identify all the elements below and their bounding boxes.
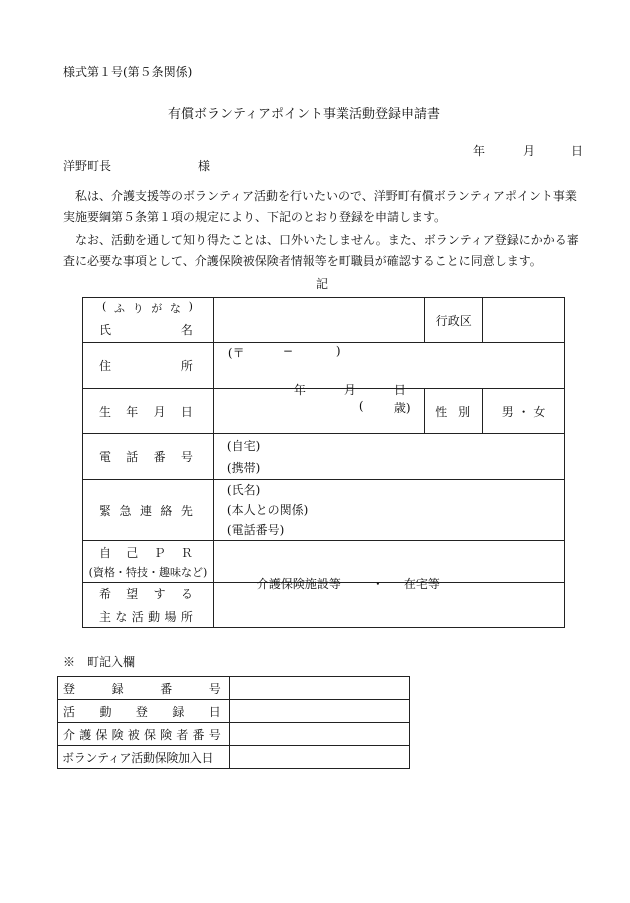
wish-label-char: 主 — [99, 610, 112, 624]
wish-label-char: る — [180, 587, 193, 601]
label-char: 護 — [79, 727, 92, 742]
pr-label-cell — [83, 541, 214, 583]
label-char: 介 — [63, 727, 76, 742]
place-separator: ・ — [371, 577, 384, 591]
ward-label: 行政区 — [425, 298, 483, 343]
wish-label-char: 動 — [148, 610, 161, 624]
wish-label-char: 希 — [99, 587, 112, 601]
pr-label-char: 己 — [126, 545, 139, 560]
emergency-label-char: 絡 — [160, 503, 173, 518]
emergency-label-char: 先 — [180, 503, 193, 518]
page-title: 有償ボランティアポイント事業活動登録申請書 — [168, 107, 440, 122]
label-char: 険 — [111, 727, 124, 742]
ward-field[interactable] — [483, 298, 565, 343]
birth-label — [83, 403, 213, 420]
sex-options[interactable]: 男 ・ 女 — [483, 389, 565, 434]
wish-label-char: 所 — [180, 610, 193, 624]
pr-sub-label: (資格・特技・趣味など) — [88, 565, 208, 579]
pr-label — [83, 544, 213, 561]
pr-label-char: 自 — [99, 545, 112, 560]
emergency-relation-label: (本人との関係) — [226, 503, 309, 517]
name-field[interactable] — [213, 298, 424, 343]
label-char: 登 — [135, 704, 148, 719]
wish-label-2 — [83, 602, 213, 625]
registration-number-text — [58, 680, 229, 697]
activity-place-field — [213, 577, 564, 628]
address-label-char: 所 — [180, 359, 193, 373]
town-section-heading: ※ 町記入欄 — [63, 655, 136, 669]
furigana-label — [83, 300, 213, 316]
label-char: 録 — [111, 681, 124, 696]
label-char: 保 — [143, 727, 156, 742]
birth-label-char: 日 — [180, 404, 193, 419]
postal-dash: − — [282, 344, 293, 358]
address-field[interactable] — [213, 343, 564, 389]
label-char: 号 — [208, 727, 221, 742]
birth-label-cell — [83, 389, 214, 434]
emergency-field[interactable] — [213, 480, 564, 541]
insured-number-text — [58, 726, 229, 743]
birth-field[interactable] — [213, 383, 424, 434]
paragraph-1-line-1: 私は、介護支援等のボランティア活動を行いたいので、洋野町有償ボランティアポイント事業 — [75, 189, 577, 203]
addressee-name: 洋野町長 — [63, 159, 112, 173]
date-year: 年 — [473, 144, 486, 158]
paragraph-2-line-1: なお、活動を通して知り得たことは、口外いたしません。また、ボランティア登録にかかる審 — [75, 233, 579, 247]
wish-label-1 — [83, 585, 213, 602]
paragraph-2-line-2: 査に必要な事項として、介護保険被保険者情報等を町職員が確認することに同意します。 — [63, 254, 542, 268]
sex-label — [425, 403, 482, 420]
label-char: 活 — [63, 704, 76, 719]
label-char: 号 — [208, 681, 221, 696]
date-day: 日 — [571, 144, 584, 158]
furigana-char: り — [132, 302, 144, 315]
phone-label-char: 電 — [99, 450, 112, 464]
emergency-label — [83, 502, 213, 519]
label-char: 日 — [208, 704, 221, 719]
registration-number-field[interactable] — [229, 677, 409, 700]
registration-number-label — [58, 677, 230, 700]
birth-month-unit: 月 — [343, 383, 356, 397]
ki-label: 記 — [316, 277, 329, 291]
sex-label-char: 性 — [435, 404, 448, 419]
wish-label-char: 望 — [126, 587, 139, 601]
furigana-char: ふ — [113, 302, 125, 315]
wish-label-cell — [83, 583, 214, 628]
pr-label-char: Ｒ — [180, 545, 193, 560]
name-label-cell — [83, 298, 214, 343]
label-char: 被 — [127, 727, 140, 742]
phone-field[interactable] — [213, 434, 564, 480]
phone-label-cell — [83, 434, 214, 480]
label-char: 保 — [95, 727, 108, 742]
birth-year-unit: 年 — [293, 383, 306, 397]
wish-label-char: 場 — [164, 610, 177, 624]
address-label — [83, 357, 213, 374]
name-label — [83, 316, 213, 338]
emergency-label-char: 連 — [139, 503, 152, 518]
place-option-home[interactable]: 在宅等 — [403, 577, 440, 591]
furigana-char: ) — [188, 300, 193, 313]
insurance-join-date-text: ボランティア活動保険加入日 — [62, 750, 214, 765]
activity-registration-date-label — [58, 700, 230, 723]
place-option-facility[interactable]: 介護保険施設等 — [256, 577, 341, 591]
label-char: 者 — [176, 727, 189, 742]
phone-home-label: (自宅) — [226, 438, 261, 453]
label-char: 動 — [99, 704, 112, 719]
label-char: 登 — [63, 681, 76, 696]
activity-registration-date-text — [58, 703, 229, 720]
furigana-char: ( — [102, 300, 107, 313]
phone-mobile-label: (携帯) — [226, 460, 261, 475]
phone-label — [83, 448, 213, 465]
sex-label-char: 別 — [458, 404, 471, 419]
form-number: 様式第１号(第５条関係) — [63, 65, 193, 79]
emergency-phone-label: (電話番号) — [226, 523, 285, 537]
address-label-cell — [83, 343, 214, 389]
furigana-char: が — [151, 302, 163, 315]
addressee-honorific: 様 — [198, 159, 211, 173]
phone-label-char: 話 — [126, 450, 139, 464]
application-table — [82, 297, 565, 628]
wish-label-char: な — [115, 610, 128, 624]
label-char: 録 — [172, 704, 185, 719]
label-char: 番 — [160, 681, 173, 696]
paragraph-1 — [63, 186, 588, 228]
paragraph-1-line-2: 実施要綱第５条第１項の規定により、下記のとおり登録を申請します。 — [63, 210, 447, 224]
activity-registration-date-field[interactable] — [229, 700, 409, 723]
postal-open: (〒 — [227, 346, 245, 360]
insurance-join-date-field[interactable] — [229, 746, 409, 769]
wish-label-char: 活 — [131, 610, 144, 624]
wish-label-char: す — [153, 587, 166, 601]
phone-label-char: 号 — [180, 450, 193, 464]
postal-close: ) — [335, 344, 341, 358]
emergency-label-char: 緊 — [99, 503, 112, 518]
emergency-label-cell — [83, 480, 214, 541]
phone-label-char: 番 — [153, 450, 166, 464]
date-month: 月 — [523, 144, 536, 158]
label-char: 険 — [160, 727, 173, 742]
birth-label-char: 生 — [99, 404, 112, 419]
emergency-label-char: 急 — [119, 503, 132, 518]
insured-number-field[interactable] — [229, 723, 409, 746]
pr-label-char: Ｐ — [153, 545, 166, 560]
insured-number-label — [58, 723, 230, 746]
name-label-char: 名 — [180, 323, 193, 337]
address-label-char: 住 — [99, 359, 112, 373]
label-char: 番 — [192, 727, 205, 742]
sex-label-cell — [425, 389, 483, 434]
insurance-join-date-label — [58, 746, 230, 769]
birth-day-unit: 日 — [393, 383, 406, 397]
age-open: ( — [358, 399, 364, 413]
birth-label-char: 月 — [153, 404, 166, 419]
emergency-name-label: (氏名) — [226, 483, 261, 497]
name-label-char: 氏 — [99, 323, 112, 337]
paragraph-2 — [63, 230, 588, 272]
age-close: 歳) — [393, 401, 411, 415]
furigana-char: な — [169, 302, 181, 315]
town-table — [57, 676, 410, 769]
birth-label-char: 年 — [126, 404, 139, 419]
